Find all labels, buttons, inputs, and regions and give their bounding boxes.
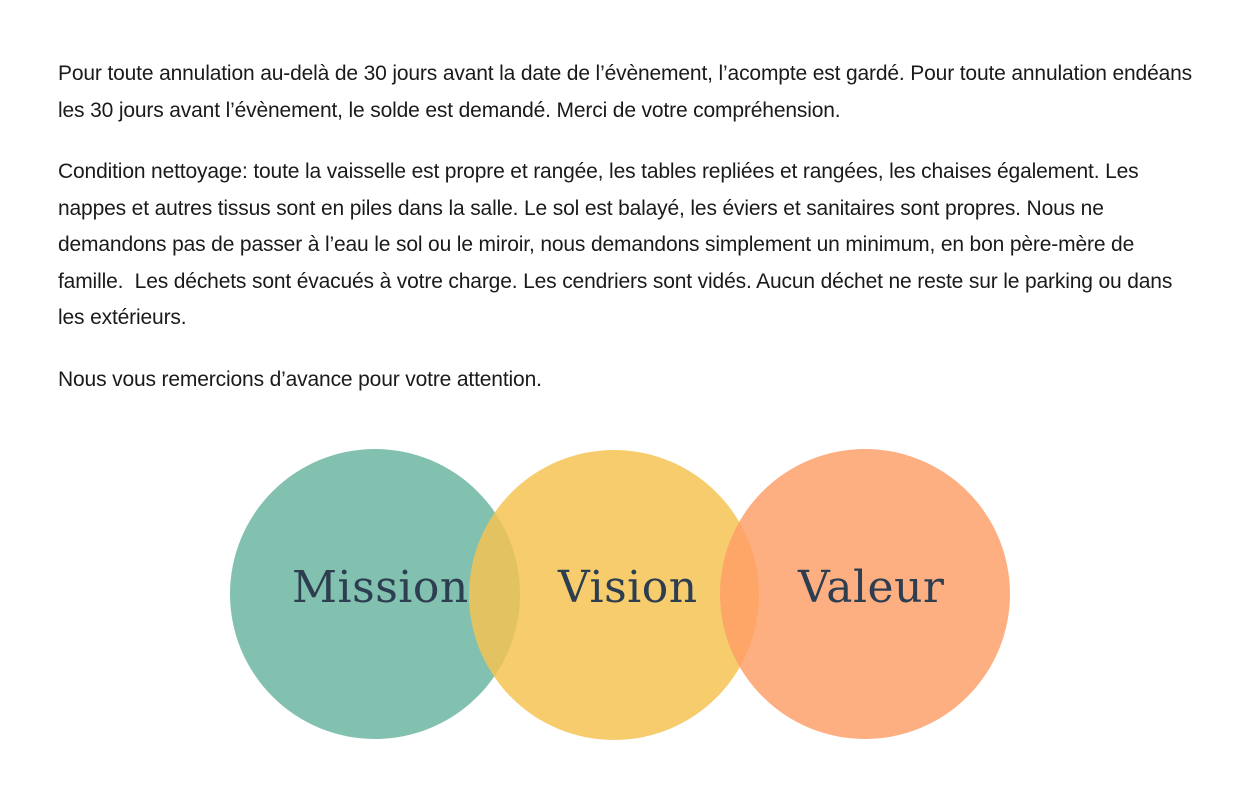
vision-label: Vision xyxy=(558,562,698,613)
valeur-label: Valeur xyxy=(798,562,945,613)
venn-diagram xyxy=(230,449,1011,740)
mission-label: Mission xyxy=(292,562,469,613)
paragraph-cleaning-conditions: Condition nettoyage: toute la vaisselle est propre et rangée, les tables repliées et rangées, les chaises également. Les nappes et autres tissus sont en piles dans la salle. Le sol est balayé, les éviers et sanitaires sont propres. Nous ne demandons pas de passer à l’eau le sol ou le miroir, nous demandons simplement un minimum, en bon père-mère de famille. Les déchets sont évacués à votre charge. Les cendriers sont vidés. Aucun déchet ne reste sur le parking ou dans les extérieurs. xyxy=(58,160,1178,329)
paragraph-thanks: Nous vous remercions d’avance pour votre attention. xyxy=(58,367,542,391)
document-body xyxy=(58,56,1198,423)
paragraph-cancellation: Pour toute annulation au-delà de 30 jours avant la date de l’évènement, l’acompte est gardé. Pour toute annulation endéans les 30 jours avant l’évènement, le solde est demandé. Merci de votre compréhension. xyxy=(58,62,1198,122)
